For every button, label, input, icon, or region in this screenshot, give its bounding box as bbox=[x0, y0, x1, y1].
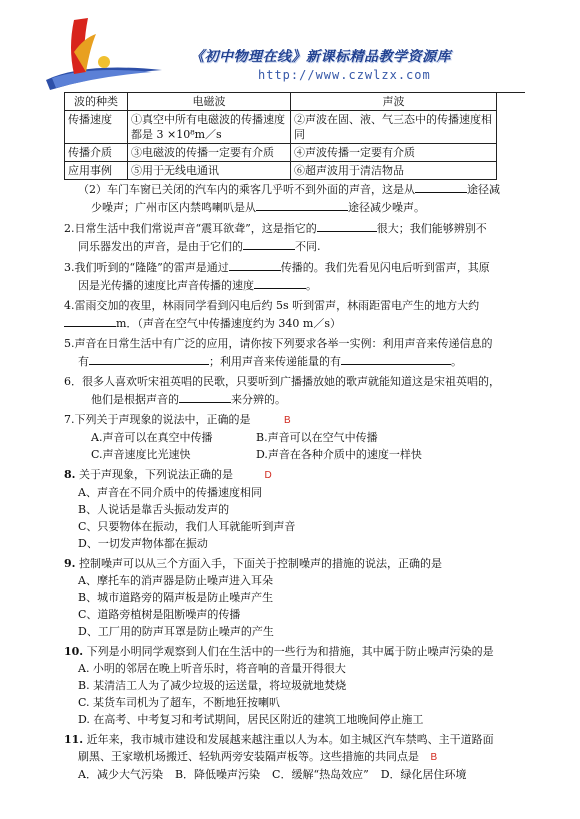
option-d[interactable]: D．绿化居住环境 bbox=[380, 768, 467, 781]
question-5: 5.声音在日常生活中有广泛的应用，请你按下列要求各举一实例：利用声音来传递信息的 bbox=[64, 337, 493, 350]
table-cell: ⑥超声波用于清洁物品 bbox=[291, 162, 497, 180]
question-list bbox=[64, 180, 534, 783]
option-c[interactable]: C．缓解“热岛效应” bbox=[272, 768, 369, 781]
answer-mark: D bbox=[264, 470, 272, 481]
question-9: 9. 控制噪声可以从三个方面入手，下面关于控制噪声的措施的说法，正确的是 bbox=[64, 557, 442, 570]
option-a[interactable]: A、声音在不同介质中的传播速度相同 bbox=[78, 486, 262, 499]
answer-blank[interactable] bbox=[179, 390, 231, 403]
answer-blank[interactable] bbox=[256, 198, 348, 211]
question-4: 4.雷雨交加的夜里，林雨同学看到闪电后约 5s 听到雷声，林雨距雷电产生的地方大约 bbox=[64, 299, 480, 312]
question-8: 8. 关于声现象，下列说法正确的是 D bbox=[64, 468, 272, 481]
table-cell: 传播速度 bbox=[65, 111, 128, 144]
question-2: 2.日常生活中我们常说声音“震耳欲聋”，这是指它的 很大；我们能够辨别不 bbox=[64, 219, 534, 237]
option-a[interactable]: A、摩托车的消声器是防止噪声进入耳朵 bbox=[78, 574, 273, 587]
table-header-cell: 声波 bbox=[291, 93, 497, 111]
option-a[interactable]: A．减少大气污染 bbox=[78, 768, 163, 781]
question-3-cont: 因是光传播的速度比声音传播的速度 。 bbox=[64, 276, 534, 294]
answer-blank[interactable] bbox=[254, 276, 306, 289]
option-c[interactable]: C、只要物体在振动，我们人耳就能听到声音 bbox=[78, 520, 296, 533]
option-b[interactable]: B、城市道路旁的隔声板是防止噪声产生 bbox=[78, 591, 274, 604]
table-header-row bbox=[65, 93, 497, 111]
answer-mark: B bbox=[430, 752, 438, 763]
answer-blank[interactable] bbox=[64, 314, 116, 327]
question-11-cont: 刷黑、王家墩机场搬迁、轻轨两旁安装隔声板等。这些措施的共同点是 B bbox=[78, 750, 438, 763]
option-a[interactable]: A.声音可以在真空中传播 bbox=[91, 431, 213, 444]
site-url: http://www.czwlzx.com bbox=[258, 68, 431, 82]
question-3: 3.我们听到的“隆隆”的雷声是通过 传播的。我们先看见闪电后听到雷声，其原 bbox=[64, 258, 534, 276]
option-d[interactable]: D.声音在各种介质中的速度一样快 bbox=[256, 448, 422, 461]
option-d[interactable]: D、一切发声物体都在振动 bbox=[78, 537, 208, 550]
option-b[interactable]: B.声音可以在空气中传播 bbox=[256, 431, 378, 444]
question-7-options-row-2 bbox=[64, 446, 534, 463]
table-row bbox=[65, 111, 497, 144]
question-4-cont: m．（声音在空气中传播速度约为 340 m／s） bbox=[64, 314, 534, 332]
question-1-part2-cont: 少噪声；广州市区内禁鸣喇叭是从 途径减少噪声。 bbox=[64, 198, 534, 216]
option-c[interactable]: C.声音速度比光速快 bbox=[91, 448, 191, 461]
answer-blank[interactable] bbox=[89, 352, 209, 365]
site-logo-icon bbox=[44, 8, 164, 92]
table-cell: ②声波在固、液、气三态中的传播速度相同 bbox=[291, 111, 497, 144]
table-header-cell: 电磁波 bbox=[128, 93, 291, 111]
table-top-rule bbox=[497, 92, 525, 93]
table-row bbox=[65, 144, 497, 162]
table-cell: 传播介质 bbox=[65, 144, 128, 162]
answer-blank[interactable] bbox=[229, 258, 281, 271]
table-cell: ④声波传播一定要有介质 bbox=[291, 144, 497, 162]
answer-blank[interactable] bbox=[341, 352, 451, 365]
answer-blank[interactable] bbox=[415, 180, 467, 193]
question-10: 10. 下列是小明同学观察到人们在生活中的一些行为和措施，其中属于防止噪声污染的是 bbox=[64, 645, 494, 658]
option-c[interactable]: C. 某货车司机为了超车，不断地狂按喇叭 bbox=[78, 696, 281, 709]
option-b[interactable]: B．降低噪声污染 bbox=[174, 768, 261, 781]
question-2-cont: 同乐器发出的声音，是由于它们的 不同. bbox=[64, 237, 534, 255]
question-6-cont: 他们是根据声音的 来分辨的。 bbox=[64, 390, 534, 408]
answer-blank[interactable] bbox=[243, 237, 295, 250]
answer-mark: B bbox=[284, 415, 291, 426]
option-d[interactable]: D. 在高考、中考复习和考试期间，居民区附近的建筑工地晚间停止施工 bbox=[78, 713, 424, 726]
option-b[interactable]: B、人说话是靠舌头振动发声的 bbox=[78, 503, 230, 516]
option-d[interactable]: D、工厂用的防声耳罩是防止噪声的产生 bbox=[78, 625, 274, 638]
option-a[interactable]: A. 小明的邻居在晚上听音乐时，将音响的音量开得很大 bbox=[78, 662, 346, 675]
answer-blank[interactable] bbox=[317, 219, 377, 232]
question-5-cont: 有 ；利用声音来传递能量的有 。 bbox=[64, 352, 534, 370]
question-7: 7.下列关于声现象的说法中，正确的是 B bbox=[64, 413, 291, 426]
page-header bbox=[0, 0, 580, 92]
question-11-options bbox=[64, 766, 534, 783]
site-title: 《初中物理在线》新课标精品教学资源库 bbox=[190, 49, 451, 65]
table-row bbox=[65, 162, 497, 180]
option-b[interactable]: B. 某清洁工人为了减少垃圾的运送量，将垃圾就地焚烧 bbox=[78, 679, 347, 692]
table-cell: ③电磁波的传播一定要有介质 bbox=[128, 144, 291, 162]
question-11: 11. 近年来，我市城市建设和发展越来越注重以人为本。如主城区汽车禁鸣、主干道路面 bbox=[64, 733, 494, 746]
comparison-table bbox=[64, 92, 497, 180]
table-header-cell: 波的种类 bbox=[65, 93, 128, 111]
table-cell: ⑤用于无线电通讯 bbox=[128, 162, 291, 180]
question-7-options-row-1 bbox=[64, 429, 534, 446]
table-cell: 应用事例 bbox=[65, 162, 128, 180]
table-cell: ①真空中所有电磁波的传播速度都是 3 ×10⁸m／s bbox=[128, 111, 291, 144]
question-6: 6．很多人喜欢听宋祖英唱的民歌，只要听到广播播放她的歌声就能知道这是宋祖英唱的， bbox=[64, 375, 500, 388]
option-c[interactable]: C、道路旁植树是阻断噪声的传播 bbox=[78, 608, 241, 621]
question-1-part2: （2）车门车窗已关闭的汽车内的乘客几乎听不到外面的声音，这是从 途径减 bbox=[64, 180, 534, 198]
